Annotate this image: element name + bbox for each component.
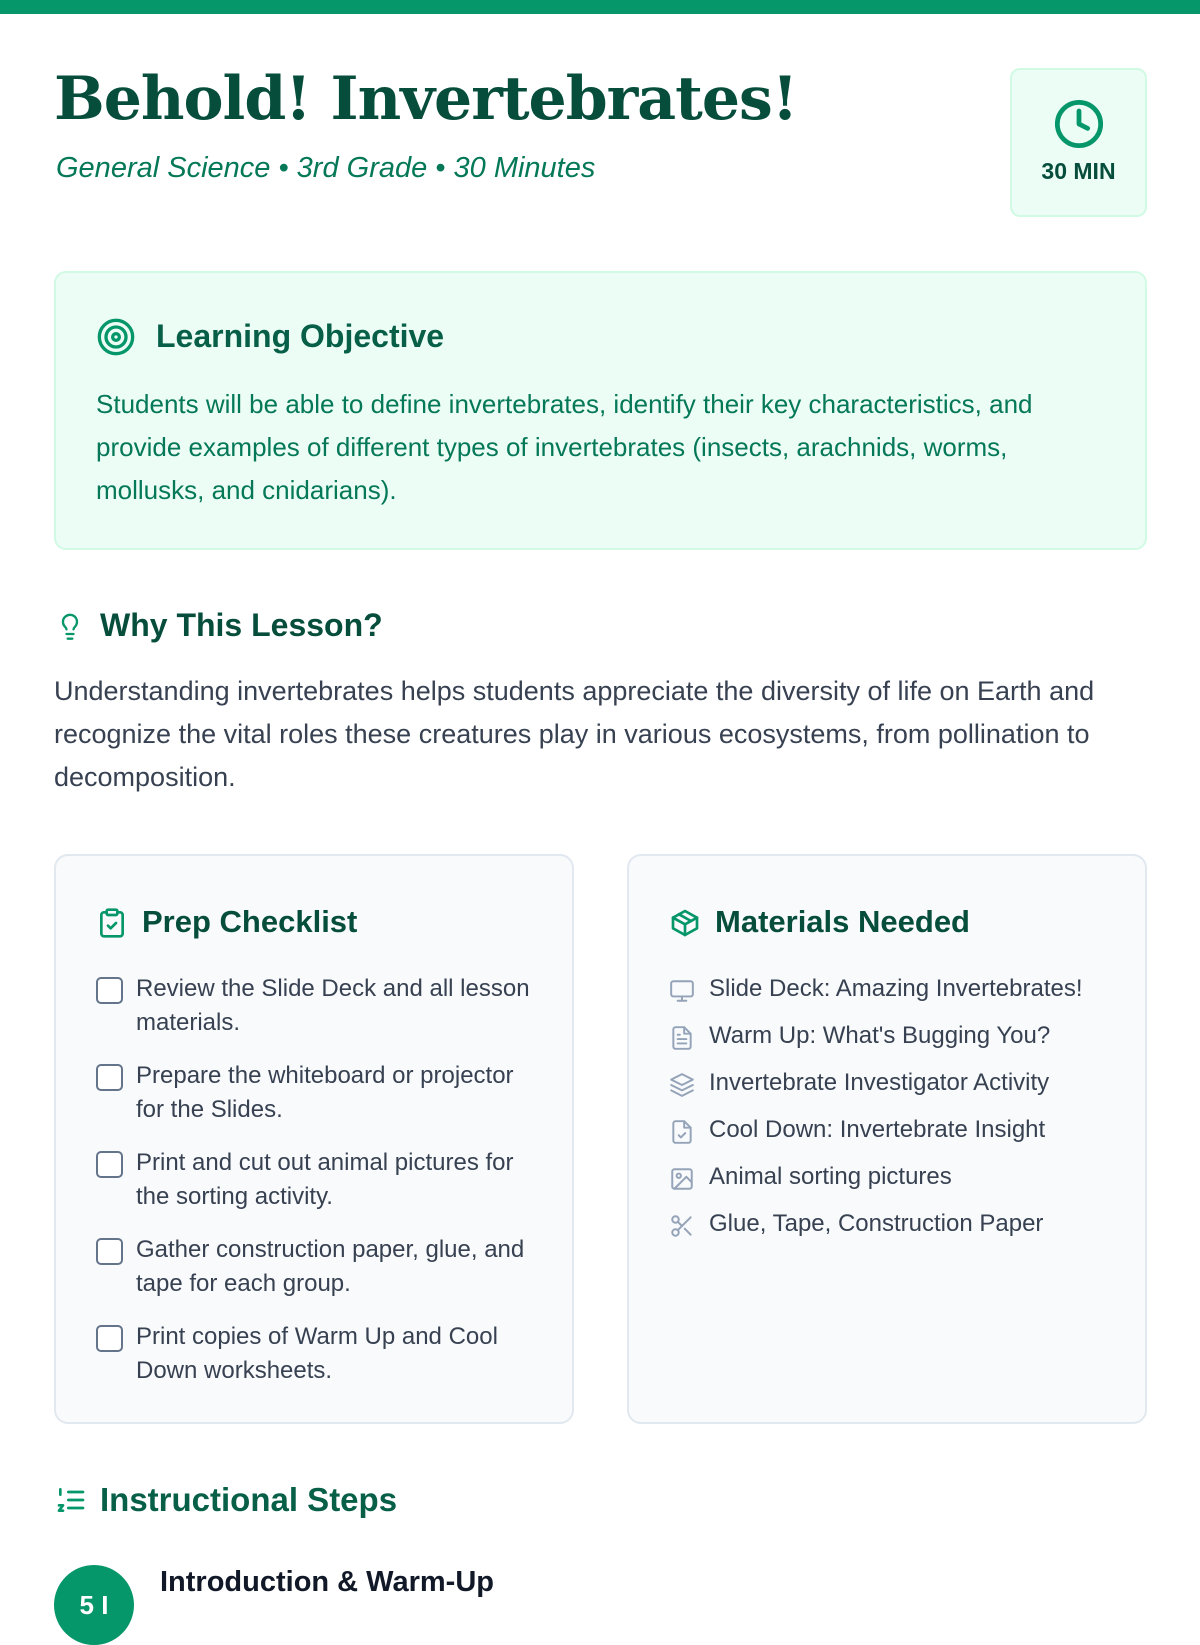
header-text — [54, 60, 1147, 220]
steps-heading: Instructional Steps — [100, 1481, 398, 1518]
image-icon — [669, 1166, 695, 1192]
materials-needed-card — [627, 854, 1147, 1424]
material-label: Cool Down: Invertebrate Insight — [709, 1116, 1046, 1143]
checklist-item[interactable] — [96, 1320, 541, 1388]
clipboard-check-icon — [96, 906, 128, 940]
material-item — [669, 1113, 1129, 1160]
step-title: Introduction & Warm-Up — [160, 1566, 494, 1598]
learning-objective-card — [54, 271, 1147, 550]
checklist-item[interactable] — [96, 1146, 541, 1214]
checklist-item[interactable] — [96, 1059, 541, 1127]
materials-list — [669, 972, 1129, 1254]
materials-heading: Materials Needed — [715, 904, 970, 939]
material-item — [669, 1207, 1129, 1254]
checkbox[interactable] — [96, 1238, 123, 1265]
lightbulb-icon — [56, 610, 84, 644]
checkbox[interactable] — [96, 1151, 123, 1178]
duration-label: 30 MIN — [1041, 158, 1116, 184]
objective-heading: Learning Objective — [156, 318, 445, 354]
material-item — [669, 1160, 1129, 1207]
top-accent-bar — [0, 0, 1200, 14]
checklist-item-label: Prepare the whiteboard or projector for the Slides. — [136, 1062, 514, 1123]
checklist-item-label: Print copies of Warm Up and Cool Down worksheets. — [136, 1323, 498, 1384]
prep-checklist — [96, 972, 541, 1407]
checklist-item[interactable] — [96, 972, 541, 1040]
scissors-icon — [669, 1213, 695, 1239]
step-number-badge: 5 I — [54, 1565, 134, 1645]
target-icon — [96, 317, 136, 357]
document-icon — [669, 1025, 695, 1051]
prep-heading: Prep Checklist — [142, 904, 358, 939]
material-item — [669, 1066, 1129, 1113]
why-heading: Why This Lesson? — [100, 607, 383, 643]
numbered-list-icon — [55, 1484, 87, 1516]
checklist-item-label: Review the Slide Deck and all lesson materials. — [136, 975, 530, 1036]
checklist-item-label: Print and cut out animal pictures for the sorting activity. — [136, 1149, 514, 1210]
presentation-icon — [669, 978, 695, 1004]
material-item — [669, 972, 1129, 1019]
package-icon — [669, 906, 701, 940]
material-label: Glue, Tape, Construction Paper — [709, 1210, 1044, 1237]
material-item — [669, 1019, 1129, 1066]
lesson-subtitle: General Science • 3rd Grade • 30 Minutes — [56, 152, 596, 184]
clock-icon — [1053, 98, 1105, 150]
checkbox[interactable] — [96, 1325, 123, 1352]
checkbox[interactable] — [96, 1064, 123, 1091]
prep-checklist-card — [54, 854, 574, 1424]
material-label: Animal sorting pictures — [709, 1163, 952, 1190]
lesson-title: Behold! Invertebrates! — [54, 64, 798, 134]
checklist-item[interactable] — [96, 1233, 541, 1301]
material-label: Invertebrate Investigator Activity — [709, 1069, 1050, 1096]
checkbox[interactable] — [96, 977, 123, 1004]
why-text: Understanding invertebrates helps students appreciate the diversity of life on Earth and recognize the vital roles these creatures play in various ecosystems, from pollination to decomposition. — [54, 676, 1095, 792]
duration-badge — [1010, 68, 1147, 217]
file-check-icon — [669, 1119, 695, 1145]
material-label: Warm Up: What's Bugging You? — [709, 1022, 1051, 1049]
checklist-item-label: Gather construction paper, glue, and tape for each group. — [136, 1236, 525, 1297]
material-label: Slide Deck: Amazing Invertebrates! — [709, 975, 1083, 1002]
layers-icon — [669, 1072, 695, 1098]
objective-text: Students will be able to define invertebrates, identify their key characteristics, and provide examples of different types of invertebrates (insects, arachnids, worms, mollusks, and cnidarians). — [96, 389, 1033, 505]
